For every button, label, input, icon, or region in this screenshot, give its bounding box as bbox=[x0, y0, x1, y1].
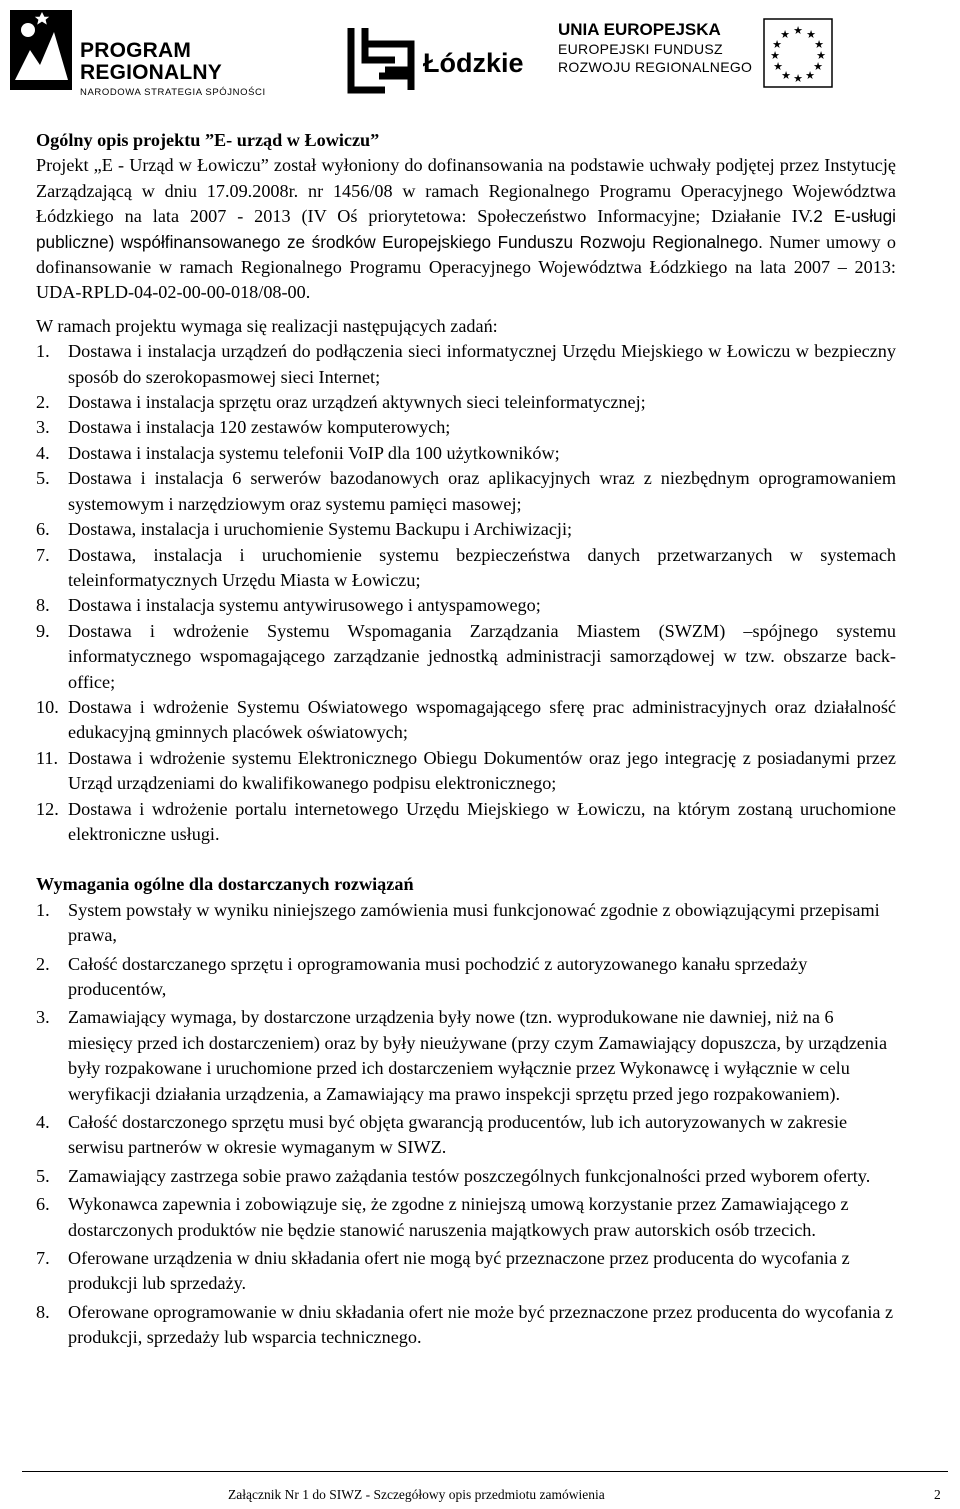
task-item bbox=[36, 339, 896, 390]
requirement-item-number: 4. bbox=[36, 1112, 50, 1133]
task-item-text: Dostawa i wdrożenie systemu Elektronicznego Obiegu Dokumentów oraz jego integrację z posiadanymi przez Urząd urządzeniami do kwalifikowanego podpisu elektronicznego; bbox=[68, 747, 896, 794]
task-item bbox=[36, 746, 896, 797]
task-item-text: Dostawa i wdrożenie portalu internetowego Urzędu Miejskiego w Łowiczu, na którym zostaną uruchomione elektroniczne usługi. bbox=[68, 798, 896, 844]
task-item-text: Dostawa i instalacja 120 zestawów komputerowych; bbox=[68, 417, 451, 438]
task-item-number: 9. bbox=[36, 620, 50, 641]
svg-text:★: ★ bbox=[781, 70, 791, 82]
eu-logo bbox=[558, 20, 878, 92]
requirement-item bbox=[36, 1110, 896, 1161]
svg-text:★: ★ bbox=[772, 39, 782, 51]
project-intro-part-b: 2 E-usługi publiczne) współfinansowanego ze środków Europejskiego Funduszu Rozwoju Regionalnego. bbox=[36, 206, 896, 252]
task-item-number: 11. bbox=[36, 747, 59, 768]
lodzkie-logo bbox=[345, 20, 525, 96]
svg-text:★: ★ bbox=[780, 29, 790, 41]
requirement-item bbox=[36, 1005, 896, 1107]
requirements-list bbox=[36, 898, 896, 1351]
task-item-number: 7. bbox=[36, 544, 50, 565]
eu-flag-icon bbox=[763, 18, 833, 88]
requirement-item-text: Wykonawca zapewnia i zobowiązuje się, że zgodne z niniejszą umową korzystanie przez Zamawiającego z dostarczonych produktów nie będzie stanowić naruszenia majątkowych praw autorskich osób trzecich. bbox=[68, 1194, 849, 1240]
requirement-item-number: 5. bbox=[36, 1165, 50, 1186]
requirement-item-text: Całość dostarczanego sprzętu i oprogramowania musi pochodzić z autoryzowanego kanału sprzedaży producentów, bbox=[68, 953, 808, 999]
task-item-text: Dostawa, instalacja i uruchomienie Systemu Backupu i Archiwizacji; bbox=[68, 519, 573, 540]
svg-text:★: ★ bbox=[773, 61, 783, 73]
page-header bbox=[0, 0, 960, 110]
task-item-number: 2. bbox=[36, 392, 50, 413]
task-item bbox=[36, 797, 896, 848]
requirement-item bbox=[36, 952, 896, 1003]
svg-text:★: ★ bbox=[813, 61, 823, 73]
task-item bbox=[36, 695, 896, 746]
svg-text:★: ★ bbox=[816, 50, 826, 62]
footer-caption: Załącznik Nr 1 do SIWZ - Szczegółowy opis przedmiotu zamówienia bbox=[228, 1487, 605, 1502]
task-item bbox=[36, 390, 896, 415]
footer-divider bbox=[22, 1471, 948, 1472]
section1-title: Ogólny opis projektu ”E- urząd w Łowiczu” bbox=[36, 130, 380, 150]
requirement-item bbox=[36, 1192, 896, 1243]
program-name: PROGRAM REGIONALNY bbox=[80, 39, 223, 84]
requirement-item-text: Oferowane urządzenia w dniu składania ofert nie mogą być przeznaczone przez producenta do wycofania z produkcji lub sprzedaży. bbox=[68, 1248, 850, 1294]
task-item-number: 12. bbox=[36, 798, 59, 819]
requirement-item-number: 2. bbox=[36, 953, 50, 974]
svg-text:★: ★ bbox=[793, 25, 803, 37]
task-item-text: Dostawa i instalacja sprzętu oraz urządzeń aktywnych sieci teleinformatycznej; bbox=[68, 392, 646, 413]
program-subtitle: NARODOWA STRATEGIA SPÓJNOŚCI bbox=[80, 87, 266, 98]
program-regionalny-emblem-icon bbox=[10, 10, 72, 90]
task-item bbox=[36, 466, 896, 517]
requirement-item-text: System powstały w wyniku niniejszego zamówienia musi funkcjonować zgodnie z obowiązującymi przepisami prawa, bbox=[68, 899, 880, 946]
requirement-item-text: Zamawiający wymaga, by dostarczone urządzenia były nowe (tzn. wyprodukowane nie dawniej, niż na 6 miesięcy przed ich dostarczeniem) oraz by były nieużywane (przy czym Zamawiający dopuszcza, by urządzenia były rozpakowane i uruchomione przed ich dostarczeniem wyłącznie przez Wykonawcę i wyłącznie w celu weryfikacji działania urządzenia, a Zamawiający ma prawo inspekcji sprzętu przed jego rozpakowaniem). bbox=[68, 1007, 888, 1104]
requirement-item-text: Całość dostarczonego sprzętu musi być objęta gwarancją producentów, lub ich autoryzowanych w zakresie serwisu partnerów w okresie wymaganym w SIWZ. bbox=[68, 1112, 848, 1158]
requirement-item-text: Zamawiający zastrzega sobie prawo zażądania testów poszczególnych funkcjonalności przed wyborem oferty. bbox=[68, 1165, 871, 1186]
section2-title: Wymagania ogólne dla dostarczanych rozwiązań bbox=[36, 874, 414, 895]
task-item bbox=[36, 517, 896, 542]
task-item-number: 3. bbox=[36, 417, 50, 438]
task-item bbox=[36, 593, 896, 618]
project-intro bbox=[36, 153, 896, 305]
svg-text:★: ★ bbox=[793, 73, 803, 85]
requirement-item bbox=[36, 1300, 896, 1351]
eu-line-1: UNIA EUROPEJSKA bbox=[558, 20, 721, 39]
requirement-item-text: Oferowane oprogramowanie w dniu składania ofert nie może być przeznaczone przez producenta do wycofania z produkcji, sprzedaży lub wsparcia technicznego. bbox=[68, 1301, 894, 1348]
project-intro-part-c: Numer umowy o dofinansowanie w ramach Regionalnego Programu Operacyjnego Województwa Łódzkiego na lata 2007 – 2013: UDA-RPLD-04-02-00-00-018/08-00. bbox=[36, 231, 896, 303]
document-body bbox=[36, 128, 896, 1354]
region-name: Łódzkie bbox=[423, 48, 524, 78]
svg-text:★: ★ bbox=[806, 29, 816, 41]
eu-line-2: EUROPEJSKI FUNDUSZ bbox=[558, 41, 723, 57]
lodzkie-mark-icon bbox=[345, 20, 417, 96]
task-item-number: 6. bbox=[36, 519, 50, 540]
requirement-item bbox=[36, 1164, 896, 1189]
task-item-number: 4. bbox=[36, 442, 50, 463]
tasks-intro: W ramach projektu wymaga się realizacji następujących zadań: bbox=[36, 315, 498, 336]
task-item-number: 8. bbox=[36, 595, 50, 616]
svg-text:★: ★ bbox=[805, 70, 815, 82]
task-item-text: Dostawa i instalacja urządzeń do podłączenia sieci informatycznej Urzędu Miejskiego w Łowiczu w bezpieczny sposób do szerokopasmowej sieci Internet; bbox=[68, 341, 896, 387]
task-item bbox=[36, 415, 896, 440]
task-item-number: 5. bbox=[36, 468, 50, 489]
page-number: 2 bbox=[934, 1487, 941, 1502]
task-item-text: Dostawa i wdrożenie Systemu Wspomagania Zarządzania Miastem (SWZM) –spójnego systemu informatycznego wspomagającego zarządzanie jednostką administracji samorządowej w tzw. obszarze back-office; bbox=[68, 620, 896, 692]
requirement-item bbox=[36, 898, 896, 949]
requirement-item-number: 8. bbox=[36, 1301, 50, 1322]
task-item-text: Dostawa i instalacja systemu telefonii VoIP dla 100 użytkowników; bbox=[68, 442, 560, 463]
task-item bbox=[36, 619, 896, 695]
tasks-list bbox=[36, 339, 896, 847]
svg-text:★: ★ bbox=[814, 39, 824, 51]
task-item bbox=[36, 543, 896, 594]
requirement-item-number: 1. bbox=[36, 899, 50, 920]
task-item-text: Dostawa i instalacja 6 serwerów bazodanowych oraz aplikacyjnych wraz z niezbędnym oprogramowaniem systemowym i narzędziowym oraz systemu pamięci masowej; bbox=[68, 468, 896, 514]
requirement-item-number: 7. bbox=[36, 1248, 50, 1269]
task-item-text: Dostawa i instalacja systemu antywirusowego i antyspamowego; bbox=[68, 595, 541, 616]
svg-text:★: ★ bbox=[770, 50, 780, 62]
task-item-text: Dostawa, instalacja i uruchomienie systemu bezpieczeństwa danych przetwarzanych w systemach teleinformatycznych Urzędu Miasta w Łowiczu; bbox=[68, 544, 896, 590]
requirements-section bbox=[36, 872, 896, 1350]
requirement-item-number: 6. bbox=[36, 1194, 50, 1215]
project-intro-part-a: Projekt „E - Urząd w Łowiczu” został wyłoniony do dofinansowania na podstawie uchwały podjętej przez Instytucję Zarządzającą w dniu 17.09.2008r. nr 1456/08 w ramach Regionalnego Programu Operacyjnego Województwa Łódzkiego na lata 2007 - 2013 (IV Oś priorytetowa: Społeczeństwo Informacyjne; Działanie IV. bbox=[36, 155, 896, 227]
program-regionalny-logo bbox=[10, 10, 300, 98]
task-item-number: 10. bbox=[36, 696, 59, 717]
task-item-number: 1. bbox=[36, 341, 50, 362]
task-item-text: Dostawa i wdrożenie Systemu Oświatowego wspomagającego sferę prac administracyjnych oraz działalność edukacyjną gminnych placówek oświatowych; bbox=[68, 696, 896, 743]
requirement-item-number: 3. bbox=[36, 1007, 50, 1028]
requirement-item bbox=[36, 1246, 896, 1297]
task-item bbox=[36, 441, 896, 466]
eu-line-3: ROZWOJU REGIONALNEGO bbox=[558, 59, 753, 75]
